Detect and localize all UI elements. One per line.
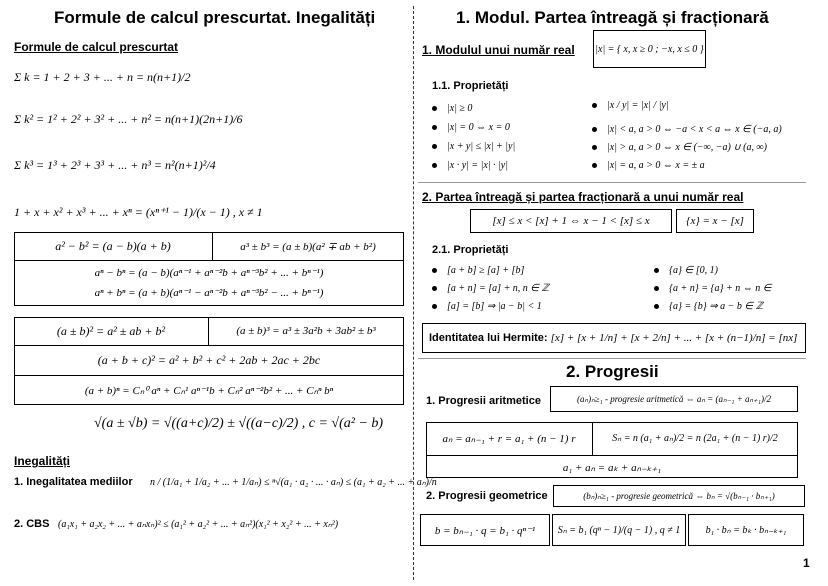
geometric-progression-label: 2. Progresii geometrice	[426, 490, 548, 502]
arithmetic-progression-label: 1. Progresii aritmetice	[426, 395, 541, 407]
sum-formula-3: Σ k³ = 1³ + 2³ + 3³ + ... + n³ = n²(n+1)²/4	[14, 158, 216, 172]
section-separator	[418, 358, 806, 359]
integer-part-inequality: [x] ≤ x < [x] + 1 ⇔ x − 1 < [x] ≤ x	[492, 215, 650, 227]
sum-powers-formula: aⁿ + bⁿ = (a + b)(aⁿ⁻¹ − aⁿ⁻²b + aⁿ⁻³b² − ... + bⁿ⁻¹)	[94, 286, 324, 299]
arithmetic-sum: Sₙ = n (a₁ + aₙ)/2 = n (2a₁ + (n − 1) r)/2	[612, 433, 778, 444]
arithmetic-definition: (aₙ)ₙ≥₁ - progresie aritmetică ⇔ aₙ = (aₙ₋₁ + aₙ₊₁)/2	[577, 393, 771, 404]
list-item: [a + b] ≥ [a] + [b]	[432, 265, 524, 276]
hermite-formula: [x] + [x + 1/n] + [x + 2/n] + ... + [x + (n−1)/n] = [nx]	[550, 332, 798, 344]
list-item: |x| ≥ 0	[432, 103, 472, 114]
sum-formula-1: Σ k = 1 + 2 + 3 + ... + n = n(n+1)/2	[14, 70, 191, 84]
section-heading-inequalities: Inegalități	[14, 454, 71, 468]
list-item: |x · y| = |x| · |y|	[432, 160, 508, 171]
properties-2-title: 2.1. Proprietăți	[432, 244, 509, 256]
integer-part-label: 2. Partea întreagă și partea fracționară a unui număr real	[422, 190, 744, 204]
arithmetic-general-term: aₙ = aₙ₋₁ + r = a₁ + (n − 1) r	[442, 433, 576, 445]
list-item: {a} ∈ [0, 1)	[654, 265, 718, 276]
cbs-formula: (a₁x₁ + a₂x₂ + ... + aₙxₙ)² ≤ (a₁² + a₂² + ... + aₙ²)(x₁² + x₂² + ... + xₙ²)	[58, 519, 339, 530]
radical-formula: √(a ± √b) = √((a+c)/2) ± √((a−c)/2) , c = √(a² − b)	[94, 416, 384, 431]
modulus-definition-box	[593, 30, 706, 68]
sum-formula-2: Σ k² = 1² + 2² + 3² + ... + n² = n(n+1)(2n+1)/6	[14, 112, 243, 126]
hermite-box: Identitatea lui Hermite : [x] + [x + 1/n] + [x + 2/n] + ... + [x + (n−1)/n] = [nx]	[422, 323, 806, 353]
integer-part-box	[470, 209, 672, 233]
modulus-definition: |x| = { x, x ≥ 0 ; −x, x ≤ 0 }	[595, 43, 704, 55]
page-number: 1	[803, 556, 810, 570]
diff-squares-formula: a² − b² = (a − b)(a + b)	[55, 238, 171, 253]
list-item: |x| = a, a > 0 ⇔ x = ± a	[592, 160, 705, 171]
fractional-part-box	[676, 209, 754, 233]
list-item: [a + n] = [a] + n, n ∈ ℤ	[432, 283, 549, 294]
geometric-general-term: b = bₙ₋₁ · q = b₁ · qⁿ⁻¹	[434, 524, 536, 537]
geometric-definition: (bₙ)ₙ≥₁ - progresie geometrică ⇔ bₙ = √(bₙ₋₁ · bₙ₊₁)	[583, 490, 775, 501]
cbs-label: 2. CBS	[14, 518, 50, 530]
list-item: |x| > a, a > 0 ⇔ x ∈ (−∞, −a) ∪ (a, ∞)	[592, 142, 767, 153]
fractional-part-definition: {x} = x − [x]	[686, 215, 744, 227]
arithmetic-definition-box	[550, 386, 798, 412]
newton-binomial-formula: (a + b)ⁿ = Cₙ⁰ aⁿ + Cₙ¹ aⁿ⁻¹b + Cₙ² aⁿ⁻²b² + ... + Cₙⁿ bⁿ	[84, 385, 334, 397]
list-item: |x| < a, a > 0 ⇔ −a < x < a ⇔ x ∈ (−a, a)	[592, 124, 782, 135]
table-divider	[14, 260, 404, 261]
diff-powers-formula: aⁿ − bⁿ = (a − b)(aⁿ⁻¹ + aⁿ⁻²b + aⁿ⁻³b² + ... + bⁿ⁻¹)	[94, 266, 324, 279]
binomial-square-formula: (a ± b)² = a² ± ab + b²	[56, 323, 166, 338]
sum-cubes-formula: a³ ± b³ = (a ± b)(a² ∓ ab + b²)	[240, 240, 376, 253]
geometric-symmetric-product: b₁ · bₙ = bₖ · bₙ₋ₖ₊₁	[705, 524, 787, 536]
list-item: {a} = {b} ⇒ a − b ∈ ℤ	[654, 301, 763, 312]
list-item: |x| = 0 ⇔ x = 0	[432, 122, 510, 133]
geometric-definition-box	[553, 485, 805, 507]
progressions-title: 2. Progresii	[566, 362, 659, 381]
column-divider	[413, 6, 414, 580]
binomial-cube-formula: (a ± b)³ = a³ ± 3a²b + 3ab² ± b³	[236, 325, 376, 337]
list-item: |x + y| ≤ |x| + |y|	[432, 141, 515, 152]
means-inequality-label: 1. Inegalitatea mediilor	[14, 476, 133, 488]
list-item: {a + n} = {a} + n ⇔ n ∈	[654, 283, 771, 294]
hermite-label: Identitatea lui Hermite	[429, 332, 544, 344]
trinomial-square-formula: (a + b + c)² = a² + b² + c² + 2ab + 2ac + 2bc	[97, 353, 321, 367]
modulus-label: 1. Modulul unui număr real	[422, 43, 575, 57]
section-separator	[418, 182, 806, 183]
left-title: Formule de calcul prescurtat. Inegalități	[54, 8, 376, 27]
geometric-sum: Sₙ = b₁ (qⁿ − 1)/(q − 1) , q ≠ 1	[557, 524, 681, 536]
list-item: [a] = [b] ⇒ |a − b| < 1	[432, 301, 542, 312]
means-inequality-formula: n / (1/a₁ + 1/a₂ + ... + 1/aₙ) ≤ ⁿ√(a₁ · a₂ · ... · aₙ) ≤ (a₁ + a₂ + ... + aₙ)/n	[150, 477, 437, 488]
geometric-sum-formula: 1 + x + x² + x³ + ... + xⁿ = (xⁿ⁺¹ − 1)/(x − 1) , x ≠ 1	[14, 205, 263, 219]
properties-1-title: 1.1. Proprietăți	[432, 80, 509, 92]
list-item: |x / y| = |x| / |y|	[592, 100, 669, 111]
right-title: 1. Modul. Partea întreagă și fracționară	[456, 8, 769, 27]
section-heading-shortcut-formulas: Formule de calcul prescurtat	[14, 40, 179, 54]
arithmetic-symmetric-terms: a₁ + aₙ = aₖ + aₙ₋ₖ₊₁	[562, 461, 662, 474]
